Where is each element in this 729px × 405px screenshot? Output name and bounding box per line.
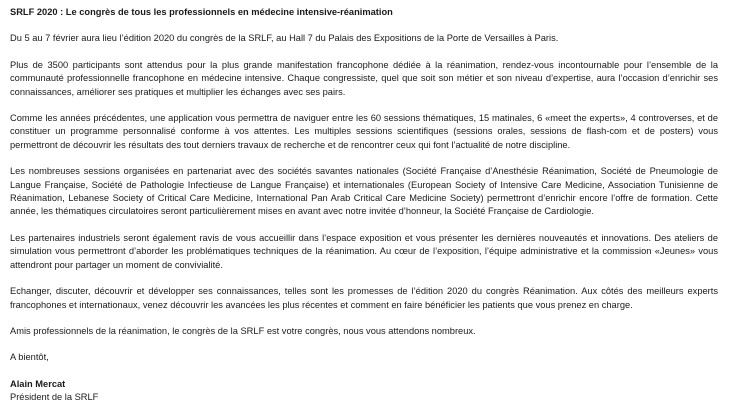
- paragraph-partner-sessions: Les nombreuses sessions organisées en partenariat avec des sociétés savantes nationales (Société Française d’Anesthésie Réanimation, Société de Pneumologie de Langue Française, Société de Pathologie Infectieuse de Langue Française) et internationales (European Society of Intensive Care Medicine, Association Tunisienne de Réanimation, Lebanese Society of Critical Care Medicine, International Pan Arab Critical Care Medicine Society) permettront d’enrichir encore l’offre de formation. Cette année, les thématiques circulatoires seront particulièrement mises en avant avec notre invitée d’honneur, la Société Française de Cardiologie.: [10, 166, 718, 217]
- page-title: SRLF 2020 : Le congrès de tous les professionnels en médecine intensive-réanimation: [10, 7, 393, 17]
- paragraph-dates: Du 5 au 7 février aura lieu l’édition 2020 du congrès de la SRLF, au Hall 7 du Palais des Expositions de la Porte de Versailles à Paris.: [10, 33, 559, 44]
- paragraph-invitation: Amis professionnels de la réanimation, le congrès de la SRLF est votre congrès, nous vous attendons nombreux.: [10, 325, 476, 336]
- paragraph-participants: Plus de 3500 participants sont attendus pour la plus grande manifestation francophone dédiée à la réanimation, rendez-vous incontournable pour l’ensemble de la communauté professionnelle francophone en médecine intensive. Chaque congressiste, quel que soit son métier et son niveau d’expertise, aura l’occasion d’enrichir ses connaissances, améliorer ses pratiques et multiplier les échanges avec ses pairs.: [10, 59, 718, 97]
- paragraph-application: Comme les années précédentes, une application vous permettra de naviguer entre les 60 sessions thématiques, 15 matinales, 6 «meet the experts», 4 controverses, et de constituer un programme personnalisé conforme à vos attentes. Les multiples sessions scientifiques (sessions orales, sessions de flash-com et de posters) vous permettront de découvrir les résultats des tout derniers travaux de recherche et de rencontrer ceux qui font l’actualité de notre discipline.: [10, 113, 718, 150]
- paragraph-exchange: Echanger, discuter, découvrir et développer ses connaissances, telles sont les promesses de l’édition 2020 du congrès Réanimation. Aux côtés des meilleurs experts francophones et internationaux, venez découvrir les avancées les plus récentes et comment en faire bénéficier les patients que vous prenez en charge.: [10, 286, 718, 310]
- letter-document: [10, 6, 718, 405]
- paragraph-industry-partners: Les partenaires industriels seront également ravis de vous accueillir dans l’espace exposition et vous présenter les dernières nouveautés et innovations. Des ateliers de simulation vous permettront d’aborder les problématiques techniques de la réanimation. Au cœur de l’exposition, l’équipe administrative et la commission «Jeunes» vous attendront pour partager un moment de convivialité.: [10, 232, 718, 270]
- signature-name: Alain Mercat: [10, 378, 66, 389]
- signature-role: Président de la SRLF: [10, 392, 99, 403]
- closing-greeting: A bientôt,: [10, 352, 49, 363]
